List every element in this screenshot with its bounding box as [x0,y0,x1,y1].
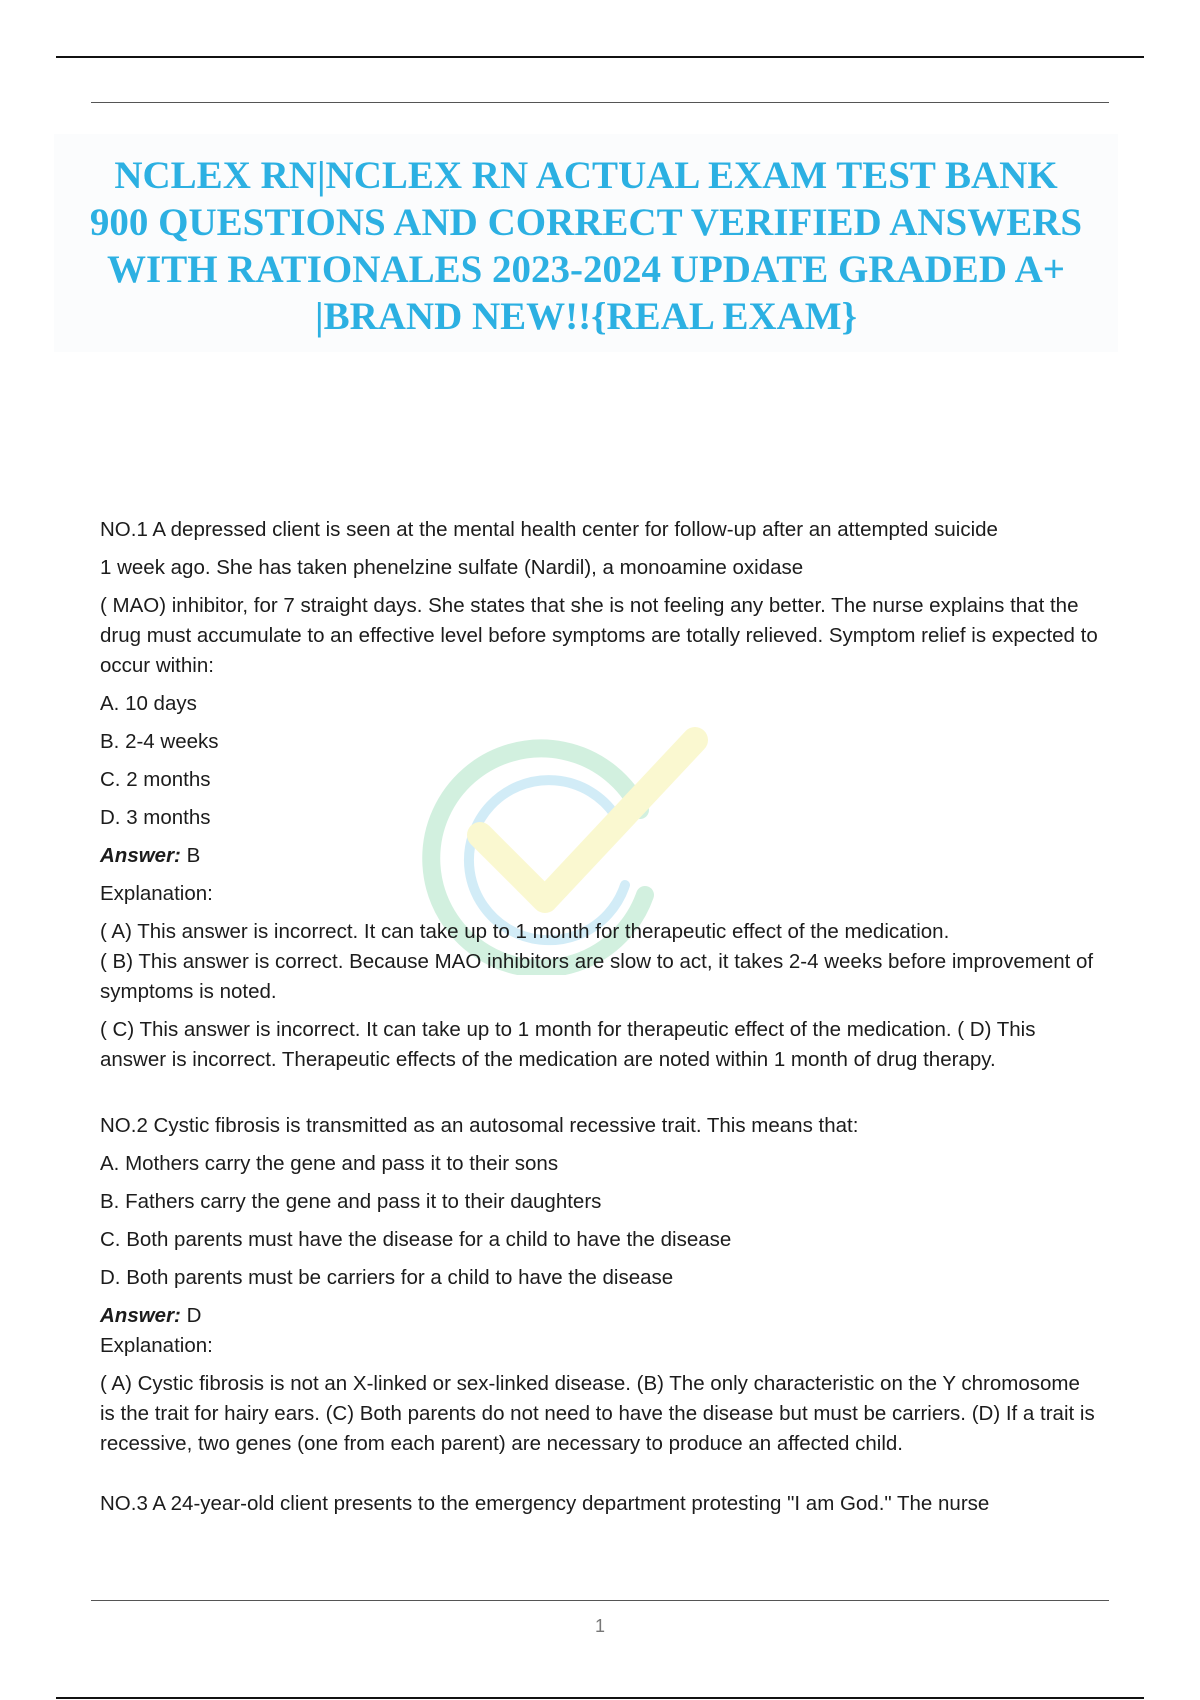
footer-rule [91,1600,1109,1601]
answer-value: D [186,1304,202,1327]
title-line-3: WITH RATIONALES 2023-2024 UPDATE GRADED A+ [107,248,1065,291]
title-line-4: |BRAND NEW!!{REAL EXAM} [314,295,857,338]
explanation-label: Explanation: [100,882,213,905]
document-title [54,134,1118,352]
answer-option: A. Mothers carry the gene and pass it to their sons [100,1152,559,1175]
explanation-text: ( C) This answer is incorrect. It can take up to 1 month for therapeutic effect of the medication. ( D) This answer is incorrect. Therapeutic effects of the medication are noted within 1 month of drug therapy. [100,1018,1036,1071]
stem-line: NO.1 A depressed client is seen at the mental health center for follow-up after an attempted suicide [100,518,998,541]
explanation-text: ( A) Cystic fibrosis is not an X-linked or sex-linked disease. (B) The only characteristic on the Y chromosome is the trait for hairy ears. (C) Both parents do not need to have the disease but must be carriers. (D) If a trait is recessive, two genes (one from each parent) are necessary to produce an affected child. [100,1372,1095,1455]
answer-label: Answer: [100,844,181,867]
document-body [100,515,1100,1527]
answer-line [100,841,1100,871]
answer-line [100,1301,1100,1331]
answer-label: Answer: [100,1304,181,1327]
question-3 [100,1489,1100,1519]
title-line-1: NCLEX RN|NCLEX RN ACTUAL EXAM TEST BANK [114,154,1058,197]
title-line-2: 900 QUESTIONS AND CORRECT VERIFIED ANSWERS [89,201,1083,244]
answer-value: B [186,844,201,867]
header-rule [91,102,1109,103]
bottom-border-line [56,1697,1144,1699]
answer-option: B. Fathers carry the gene and pass it to their daughters [100,1190,602,1213]
stem-line: ( MAO) inhibitor, for 7 straight days. She states that she is not feeling any better. The nurse explains that the drug must accumulate to an effective level before symptoms are totally relieved. Symptom relief is expected to occur within: [100,594,1098,677]
page-number: 1 [594,1616,605,1636]
top-border-line [56,56,1144,58]
answer-option: D. 3 months [100,806,211,829]
answer-option: A. 10 days [100,692,197,715]
question-1 [100,515,1100,1075]
question-stem [100,515,1100,681]
explanation-text: ( A) This answer is incorrect. It can take up to 1 month for therapeutic effect of the medication. [100,920,950,943]
stem-line: 1 week ago. She has taken phenelzine sulfate (Nardil), a monoamine oxidase [100,556,804,579]
explanation-label: Explanation: [100,1334,213,1357]
answer-option: C. 2 months [100,768,211,791]
question-2 [100,1111,1100,1459]
question-stem: NO.3 A 24-year-old client presents to the emergency department protesting "I am God." The nurse [100,1492,990,1515]
answer-option: B. 2-4 weeks [100,730,219,753]
answer-option: D. Both parents must be carriers for a child to have the disease [100,1266,674,1289]
answer-option: C. Both parents must have the disease for a child to have the disease [100,1228,732,1251]
explanation-text: ( B) This answer is correct. Because MAO inhibitors are slow to act, it takes 2-4 weeks before improvement of symptoms is noted. [100,950,1094,1003]
question-stem: NO.2 Cystic fibrosis is transmitted as an autosomal recessive trait. This means that: [100,1114,859,1137]
